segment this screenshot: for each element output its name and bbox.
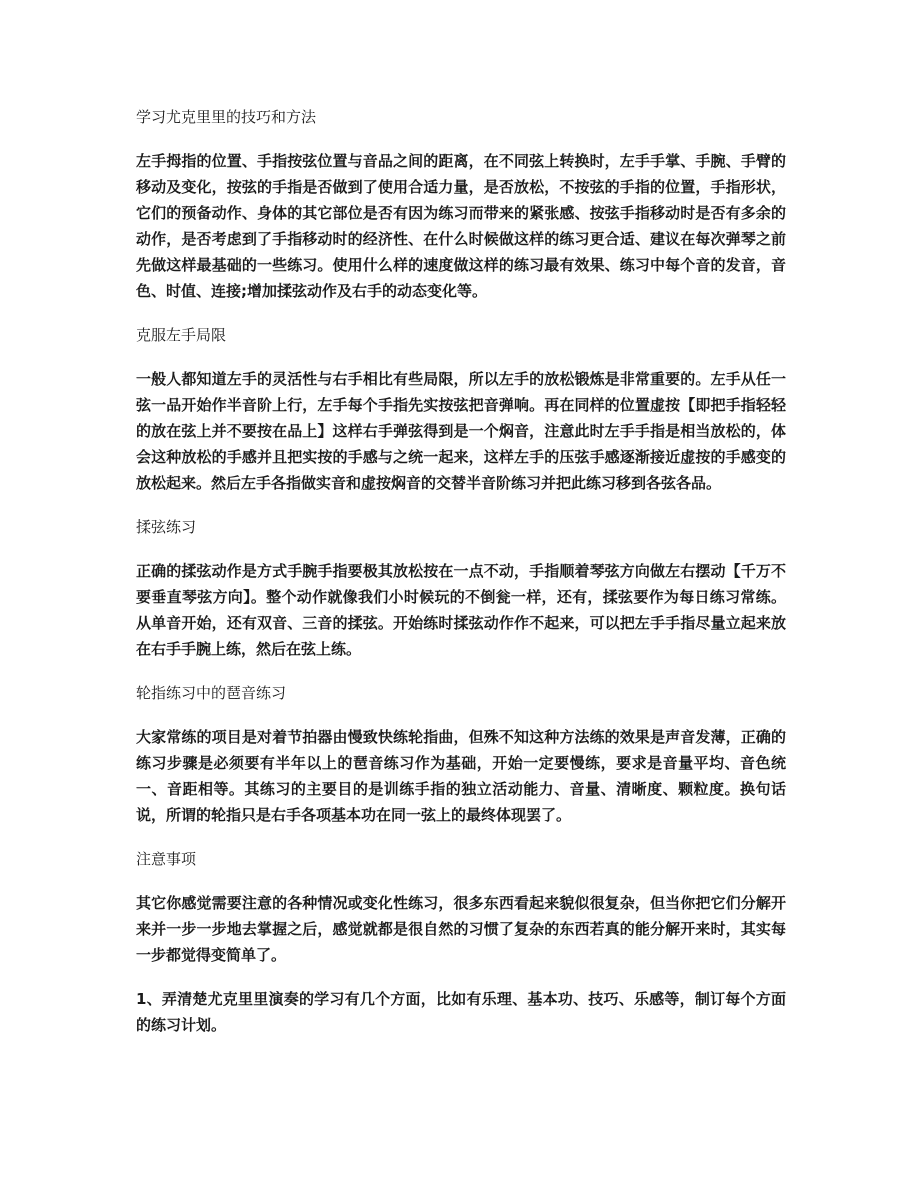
document-page — [136, 104, 786, 1056]
section-heading-arpeggio: 轮指练习中的琶音练习 — [136, 684, 287, 702]
numbered-item-1: 1、弄清楚尤克里里演奏的学习有几个方面，比如有乐理、基本功、技巧、乐感等，制订每个方面的练习计划。 — [136, 990, 786, 1034]
section-body-arpeggio: 大家常练的项目是对着节拍器由慢致快练轮指曲，但殊不知这种方法练的效果是声音发薄，正确的练习步骤是必须要有半年以上的琶音练习作为基础，开始一定要慢练，要求是音量平均、音色统一、音距相等。其练习的主要目的是训练手指的独立活动能力、音量、清晰度、颗粒度。换句话说，所谓的轮指只是右手各项基本功在同一弦上的最终体现罢了。 — [136, 728, 786, 824]
section-heading-notes: 注意事项 — [136, 850, 197, 868]
section-heading-left-hand: 克服左手局限 — [136, 326, 227, 344]
section-heading-vibrato: 揉弦练习 — [136, 518, 197, 536]
section-body-vibrato: 正确的揉弦动作是方式手腕手指要极其放松按在一点不动，手指顺着琴弦方向做左右摆动【千万不要垂直琴弦方向】。整个动作就像我们小时候玩的不倒瓮一样，还有，揉弦要作为每日练习常练。从单音开始，还有双音、三音的揉弦。开始练时揉弦动作作不起来，可以把左手手指尽量立起来放在右手手腕上练，然后在弦上练。 — [136, 562, 786, 658]
section-body-notes: 其它你感觉需要注意的各种情况或变化性练习，很多东西看起来貌似很复杂，但当你把它们分解开来并一步一步地去掌握之后，感觉就都是很自然的习惯了复杂的东西若真的能分解开来时，其实每一步都觉得变简单了。 — [136, 894, 786, 964]
intro-paragraph: 左手拇指的位置、手指按弦位置与音品之间的距离，在不同弦上转换时，左手手掌、手腕、手臂的移动及变化，按弦的手指是否做到了使用合适力量，是否放松，不按弦的手指的位置，手指形状，它们的预备动作、身体的其它部位是否有因为练习而带来的紧张感、按弦手指移动时是否有多余的动作，是否考虑到了手指移动时的经济性、在什么时候做这样的练习更合适、建议在每次弹琴之前先做这样最基础的一些练习。使用什么样的速度做这样的练习最有效果、练习中每个音的发音，音色、时值、连接;增加揉弦动作及右手的动态变化等。 — [136, 152, 786, 300]
document-title: 学习尤克里里的技巧和方法 — [136, 108, 317, 126]
section-body-left-hand: 一般人都知道左手的灵活性与右手相比有些局限，所以左手的放松锻炼是非常重要的。左手从任一弦一品开始作半音阶上行，左手每个手指先实按弦把音弹响。再在同样的位置虚按【即把手指轻轻的放在弦上并不要按在品上】这样右手弹弦得到是一个焖音，注意此时左手手指是相当放松的，体会这种放松的手感并且把实按的手感与之统一起来，这样左手的压弦手感逐渐接近虚按的手感变的放松起来。然后左手各指做实音和虚按焖音的交替半音阶练习并把此练习移到各弦各品。 — [136, 370, 786, 492]
